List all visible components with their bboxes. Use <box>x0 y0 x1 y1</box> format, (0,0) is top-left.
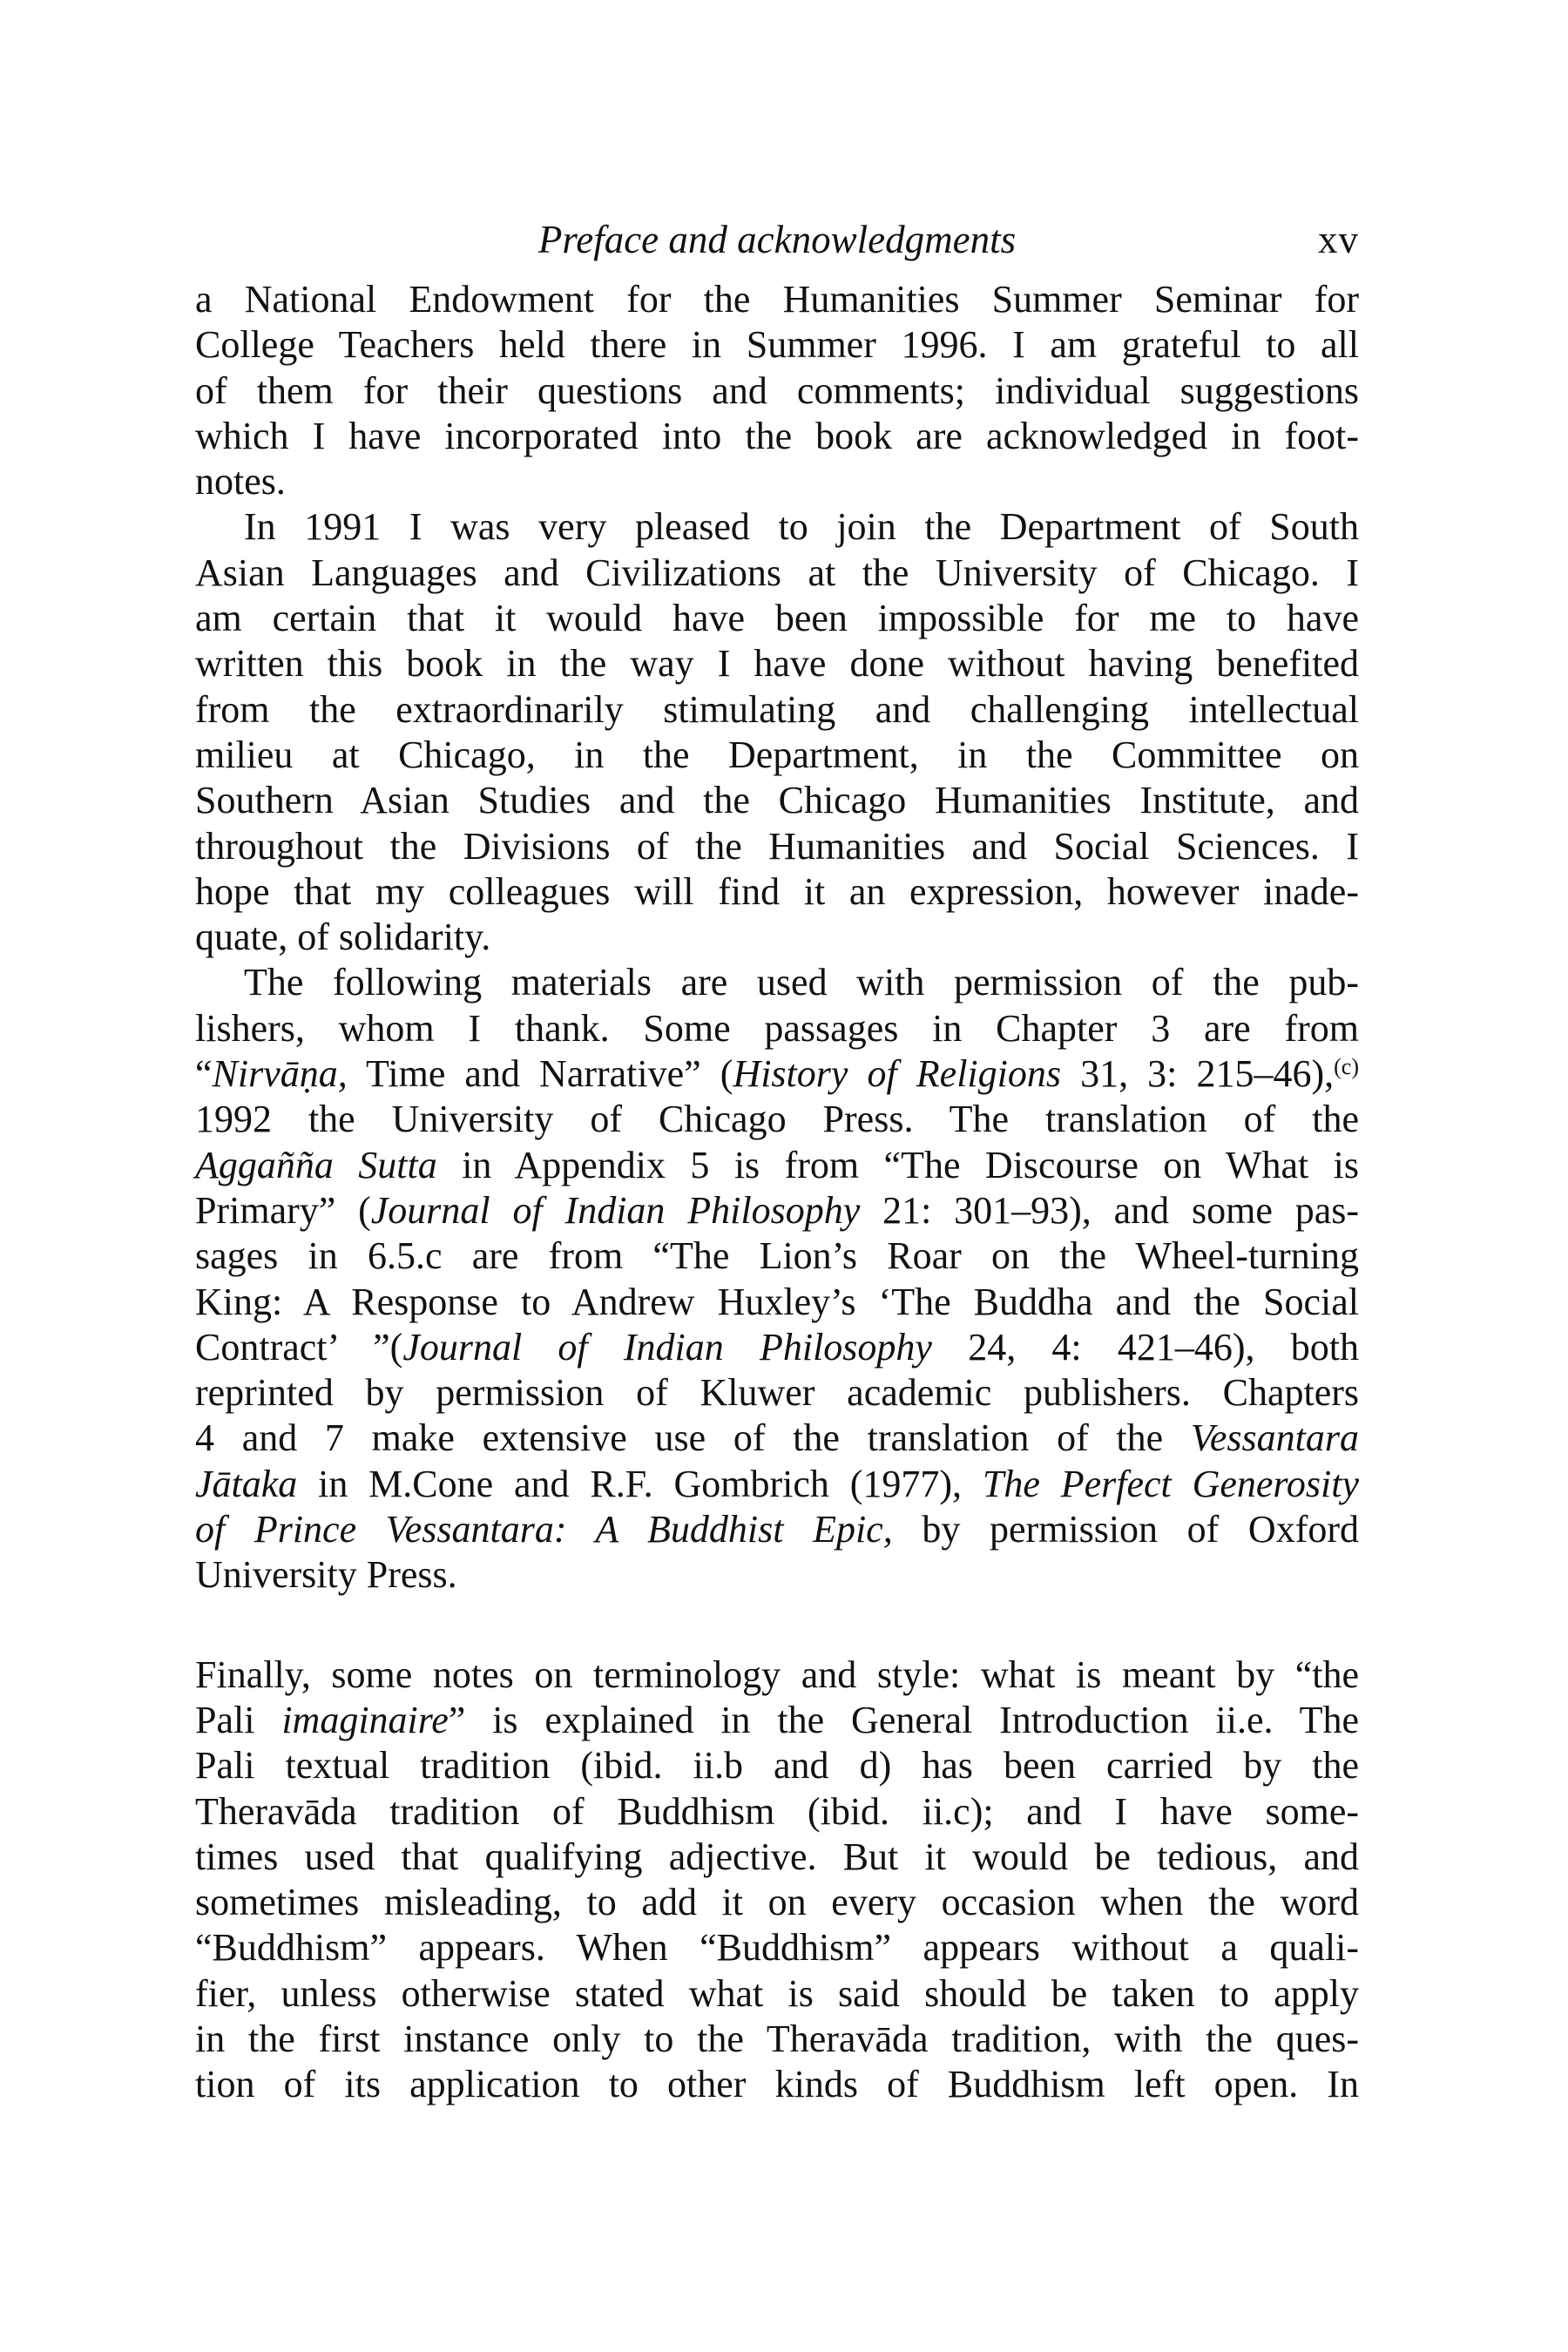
text-line <box>195 459 1359 504</box>
paragraph <box>195 960 1359 1598</box>
text-line <box>195 2017 1359 2062</box>
text-run: Theravāda tradition of Buddhism (ibid. ii.c); and I have some- <box>195 1789 1359 1833</box>
text-run: College Teachers held there in Summer 1996. I am grateful to all <box>195 323 1359 367</box>
text-run: fier, unless otherwise stated what is said should be taken to apply <box>195 1971 1359 2015</box>
text-run: “Buddhism” appears. When “Buddhism” appears without a quali- <box>195 1926 1359 1970</box>
text-line <box>195 1233 1359 1279</box>
text-line <box>195 1325 1359 1370</box>
paragraph <box>195 277 1359 504</box>
text-line <box>195 1652 1359 1698</box>
text-run: King: A Response to Andrew Huxley’s ‘The Buddha and the Social <box>195 1280 1359 1323</box>
text-run: quate, of solidarity. <box>195 916 491 959</box>
text-line <box>195 596 1359 641</box>
text-run: ” is explained in the General Introduction ii.e. The <box>448 1698 1359 1741</box>
text-run: in M.Cone and R.F. Gombrich (1977), <box>297 1462 983 1505</box>
text-run: 24, 4: 421–46), both <box>931 1325 1359 1369</box>
text-run: sometimes misleading, to add it on every occasion when the word <box>195 1881 1359 1924</box>
paragraph <box>195 1652 1359 2108</box>
text-line <box>195 1143 1359 1188</box>
text-line <box>195 733 1359 778</box>
text-run: 4 and 7 make extensive use of the translation of the <box>195 1416 1191 1460</box>
text-run: which I have incorporated into the book are acknowledged in foot- <box>195 414 1359 457</box>
text-line <box>195 322 1359 368</box>
text-run: 31, 3: 215–46), <box>1061 1052 1335 1096</box>
section-break <box>195 1598 1359 1652</box>
text-run: written this book in the way I have done without having benefited <box>195 642 1359 686</box>
text-run: notes. <box>195 460 286 504</box>
text-run: of them for their questions and comments; individual suggestions <box>195 368 1359 412</box>
running-title: Preface and acknowledgments <box>537 218 1017 261</box>
italic-text: Aggañña Sutta <box>195 1143 437 1186</box>
text-line <box>195 778 1359 823</box>
text-line <box>195 1743 1359 1788</box>
italic-text: Jātaka <box>195 1462 298 1505</box>
text-run: Asian Languages and Civilizations at the University of Chicago. I <box>195 551 1359 594</box>
italic-text: Vessantara <box>1190 1416 1359 1460</box>
text-run: in Appendix 5 is from “The Discourse on What is <box>436 1143 1360 1186</box>
italic-text: imaginaire <box>281 1698 449 1741</box>
text-line <box>195 1971 1359 2017</box>
italic-text: History of Religions <box>733 1052 1062 1096</box>
text-line <box>195 504 1359 550</box>
italic-text: The Perfect Generosity <box>982 1462 1359 1505</box>
text-line <box>195 277 1359 322</box>
text-line <box>195 869 1359 915</box>
text-run: “ <box>195 1052 213 1096</box>
text-line <box>195 414 1359 459</box>
text-run: reprinted by permission of Kluwer academic publishers. Chapters <box>195 1371 1359 1415</box>
text-run: 1992 the University of Chicago Press. The translation of the <box>195 1098 1359 1141</box>
text-run: by permission of Oxford <box>892 1508 1359 1551</box>
text-run: Contract’ ”( <box>195 1325 403 1369</box>
body-text <box>195 277 1359 2108</box>
text-line <box>195 641 1359 686</box>
text-line <box>195 1835 1359 1880</box>
text-run: sages in 6.5.c are from “The Lion’s Roar on the Wheel-turning <box>195 1234 1359 1278</box>
italic-text: Nirvāṇa, <box>212 1052 348 1096</box>
text-run: University Press. <box>195 1553 457 1597</box>
text-line <box>195 1507 1359 1552</box>
text-line <box>195 368 1359 414</box>
text-run: In 1991 I was very pleased to join the Department of South <box>244 505 1359 549</box>
text-run: times used that qualifying adjective. But it would be tedious, and <box>195 1835 1359 1878</box>
text-line <box>195 1188 1359 1233</box>
text-line <box>195 1552 1359 1598</box>
paragraph <box>195 504 1359 960</box>
text-line <box>195 824 1359 869</box>
text-line <box>195 1370 1359 1416</box>
text-run: Finally, some notes on terminology and style: what is meant by “the <box>195 1652 1359 1696</box>
text-line <box>195 551 1359 596</box>
text-run: The following materials are used with permission of the pub- <box>244 961 1359 1004</box>
italic-text: Journal of Indian Philosophy <box>402 1325 932 1369</box>
text-run: Time and Narrative” ( <box>347 1052 733 1096</box>
text-run: a National Endowment for the Humanities Summer Seminar for <box>195 278 1359 321</box>
text-run: in the first instance only to the Theravāda tradition, with the ques- <box>195 2017 1359 2060</box>
text-run: tion of its application to other kinds of Buddhism left open. In <box>195 2063 1359 2106</box>
superscript-text: (c) <box>1334 1054 1359 1080</box>
running-head <box>195 209 1359 270</box>
text-run: am certain that it would have been impossible for me to have <box>195 597 1359 640</box>
text-line <box>195 1280 1359 1325</box>
italic-text: Journal of Indian Philosophy <box>370 1188 861 1232</box>
text-run: from the extraordinarily stimulating and challenging intellectual <box>195 687 1359 731</box>
text-line <box>195 1789 1359 1835</box>
text-line <box>195 1880 1359 1925</box>
text-run: Pali <box>195 1698 282 1741</box>
text-line <box>195 2062 1359 2107</box>
text-run: lishers, whom I thank. Some passages in Chapter 3 are from <box>195 1006 1359 1050</box>
text-run: 21: 301–93), and some pas- <box>860 1188 1360 1232</box>
text-line <box>195 915 1359 960</box>
page-number: xv <box>1318 218 1359 261</box>
text-run: Pali textual tradition (ibid. ii.b and d) has been carried by the <box>195 1744 1359 1788</box>
text-line <box>195 1097 1359 1142</box>
text-line <box>195 1462 1359 1507</box>
text-line <box>195 1925 1359 1970</box>
text-run: throughout the Divisions of the Humanities and Social Sciences. I <box>195 824 1359 868</box>
text-run: hope that my colleagues will find it an expression, however inade- <box>195 869 1359 913</box>
text-run: milieu at Chicago, in the Department, in the Committee on <box>195 733 1359 776</box>
text-line <box>195 1416 1359 1461</box>
text-line <box>195 687 1359 733</box>
text-line <box>195 1051 1359 1097</box>
text-line <box>195 1006 1359 1051</box>
text-line <box>195 1698 1359 1743</box>
text-run: Southern Asian Studies and the Chicago Humanities Institute, and <box>195 779 1359 822</box>
text-line <box>195 960 1359 1005</box>
italic-text: of Prince Vessantara: A Buddhist Epic, <box>195 1508 893 1551</box>
text-run: Primary” ( <box>195 1188 371 1232</box>
